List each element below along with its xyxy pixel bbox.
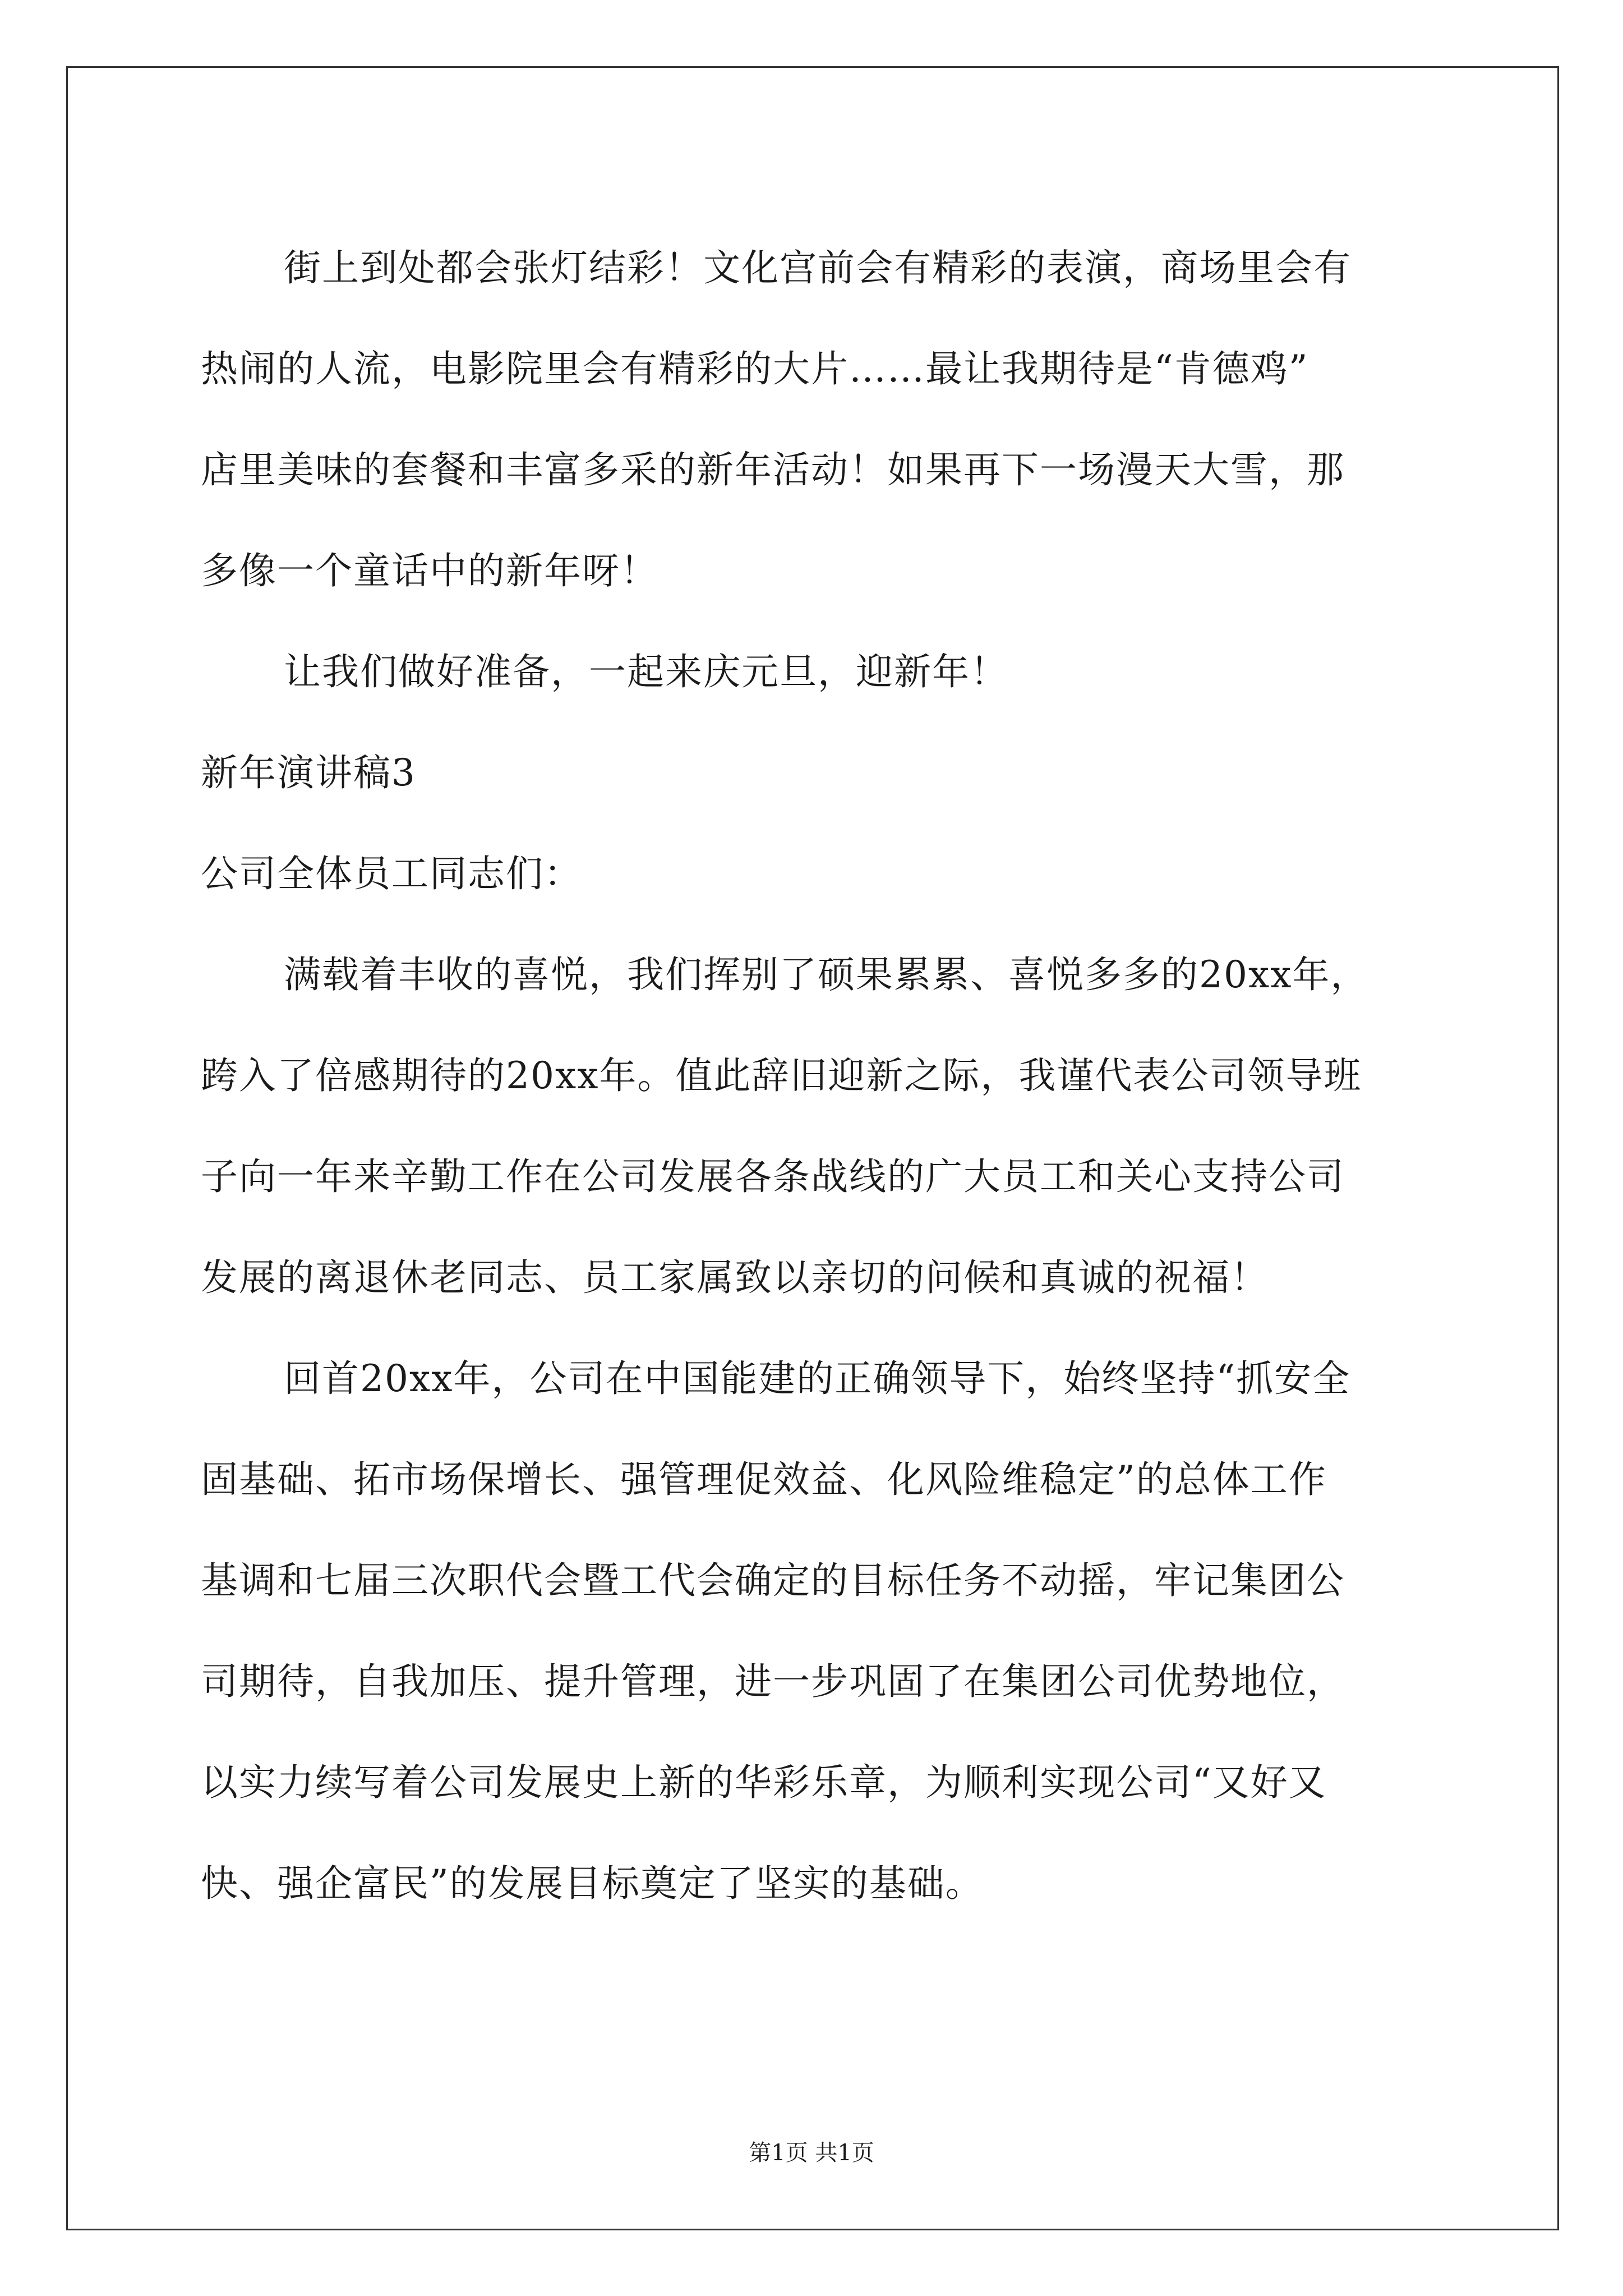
paragraph-line: 司期待，自我加压、提升管理，进一步巩固了在集团公司优势地位， (201, 1660, 1345, 1703)
paragraph-line: 快、强企富民”的发展目标奠定了坚实的基础。 (201, 1862, 984, 1905)
paragraph-line: 街上到处都会张灯结彩！文化宫前会有精彩的表演，商场里会有 (284, 246, 1352, 289)
paragraph-line: 让我们做好准备，一起来庆元旦，迎新年！ (284, 650, 1008, 693)
document-body (201, 218, 1435, 1934)
paragraph-line: 回首20xx年，公司在中国能建的正确领导下，始终坚持“抓安全 (284, 1357, 1351, 1400)
salutation: 公司全体员工同志们： (201, 852, 582, 895)
paragraph-line: 跨入了倍感期待的20xx年。值此辞旧迎新之际，我谨代表公司领导班 (201, 1054, 1362, 1097)
paragraph-line: 基调和七届三次职代会暨工代会确定的目标任务不动摇，牢记集团公 (201, 1559, 1345, 1602)
paragraph-line: 发展的离退休老同志、员工家属致以亲切的问候和真诚的祝福！ (201, 1256, 1269, 1299)
paragraph-line: 多像一个童话中的新年呀！ (201, 549, 658, 592)
paragraph-line: 子向一年来辛勤工作在公司发展各条战线的广大员工和关心支持公司 (201, 1155, 1345, 1198)
section-title: 新年演讲稿3 (201, 751, 416, 794)
paragraph-line: 店里美味的套餐和丰富多采的新年活动！如果再下一场漫天大雪，那 (201, 448, 1345, 491)
paragraph-line: 热闹的人流，电影院里会有精彩的大片……最让我期待是“肯德鸡” (201, 347, 1309, 390)
paragraph-line: 满载着丰收的喜悦，我们挥别了硕果累累、喜悦多多的20xx年， (284, 953, 1369, 996)
paragraph-line: 固基础、拓市场保增长、强管理促效益、化风险维稳定”的总体工作 (201, 1458, 1327, 1501)
page-footer: 第1页 共1页 (749, 2140, 874, 2166)
paragraph-line: 以实力续写着公司发展史上新的华彩乐章，为顺利实现公司“又好又 (201, 1761, 1327, 1804)
